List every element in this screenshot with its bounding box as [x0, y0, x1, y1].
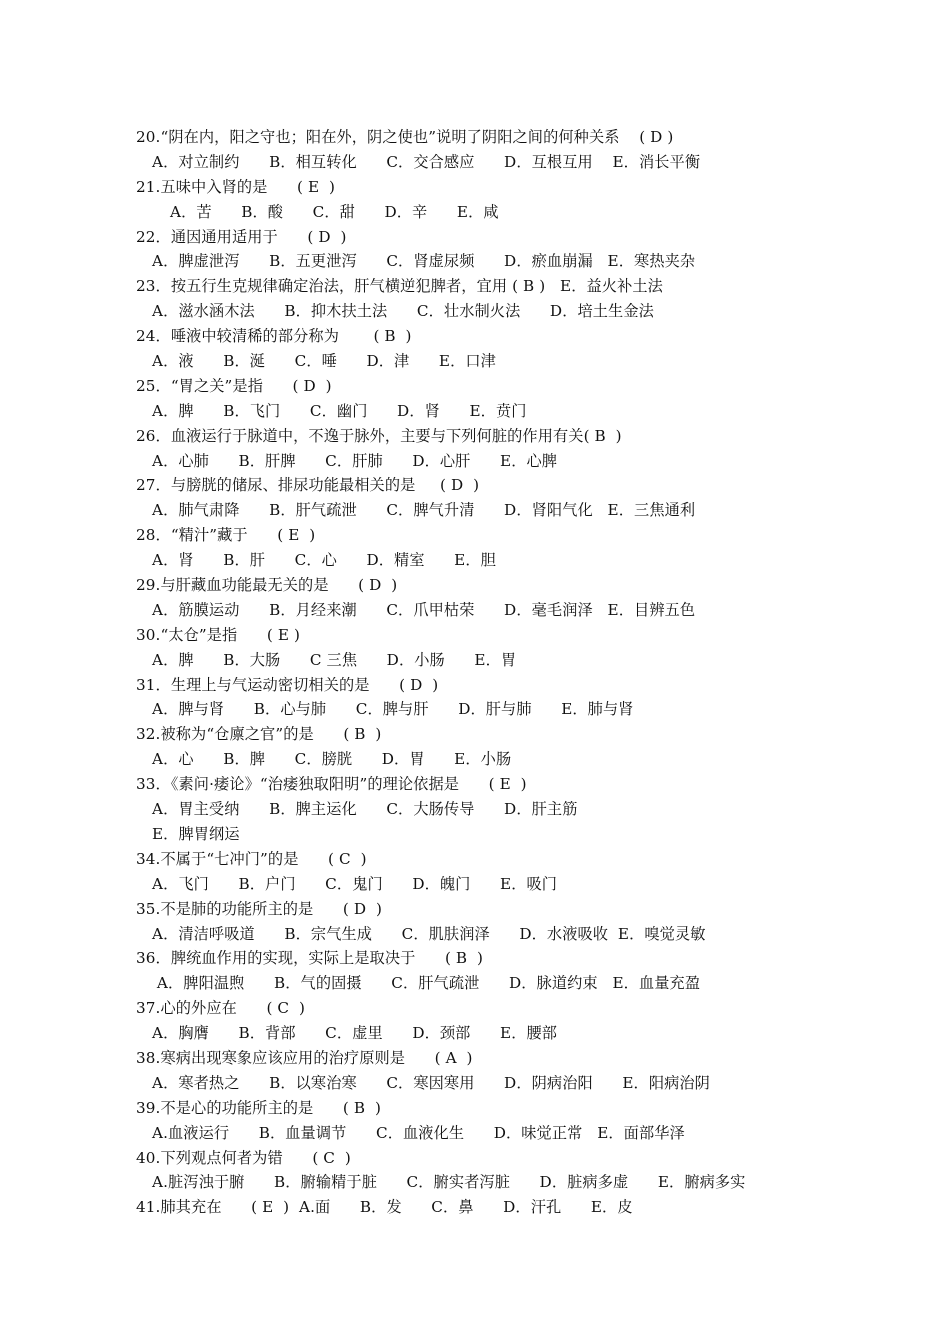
options-line: A．心 B．脾 C．膀胱 D．胃 E．小肠: [152, 750, 512, 769]
question-line: 39.不是心的功能所主的是 ( B ): [136, 1098, 381, 1117]
question-line: 41.肺其充在 ( E ) A.面 B．发 C．鼻 D．汗孔 E．皮: [136, 1198, 633, 1217]
options-line: A．脾虚泄泻 B．五更泄泻 C．肾虚尿频 D．瘀血崩漏 E．寒热夹杂: [152, 252, 696, 271]
question-line: 28．“精汁”藏于 ( E ): [136, 526, 316, 545]
question-line: 21.五味中入肾的是 ( E ): [136, 177, 336, 196]
question-line: 36．脾统血作用的实现，实际上是取决于 ( B ): [136, 949, 484, 968]
question-line: 31．生理上与气运动密切相关的是 ( D ): [136, 675, 439, 694]
question-line: 20.“阴在内，阳之守也；阳在外，阴之使也”说明了阴阳之间的何种关系 ( D ): [136, 128, 674, 146]
options-line: A．心肺 B．肝脾 C．肝肺 D．心肝 E．心脾: [152, 451, 558, 470]
question-line: 24．唾液中较清稀的部分称为 ( B ): [136, 327, 412, 346]
options-line: A．脾阳温煦 B．气的固摄 C．肝气疏泄 D．脉道约束 E．血量充盈: [152, 974, 701, 993]
options-line: A．脾 B．大肠 C 三焦 D．小肠 E．胃: [152, 650, 517, 669]
options-line: A．飞门 B．户门 C．鬼门 D．魄门 E．吸门: [152, 874, 558, 893]
options-line: A．苦 B．酸 C．甜 D．辛 E．咸: [170, 202, 499, 221]
question-line: 35.不是肺的功能所主的是 ( D ): [136, 899, 383, 918]
options-line: A．肾 B．肝 C．心 D．精室 E．胆: [152, 551, 496, 570]
question-line: 32.被称为“仓廪之官”的是 ( B ): [136, 725, 382, 744]
options-line: A．对立制约 B．相互转化 C．交合感应 D．互根互用 E．消长平衡: [152, 152, 701, 171]
options-line: E．脾胃纲运: [152, 824, 240, 843]
question-line: 34.不属于“七冲门”的是 ( C ): [136, 849, 367, 868]
options-line: A．胸膺 B．背部 C．虚里 D．颈部 E．腰部: [152, 1024, 558, 1043]
question-line: 26．血液运行于脉道中，不逸于脉外，主要与下列何脏的作用有关( B ): [136, 426, 622, 445]
options-line: A．液 B．涎 C．唾 D．津 E．口津: [152, 352, 496, 371]
options-line: A.脏泻浊于腑 B．腑输精于脏 C．腑实者泻脏 D．脏病多虚 E．腑病多实: [152, 1173, 746, 1192]
options-line: A．清洁呼吸道 B．宗气生成 C．肌肤润泽 D．水液吸收 E．嗅觉灵敏: [152, 924, 706, 943]
question-line: 27．与膀胱的储尿、排尿功能最相关的是 ( D ): [136, 476, 480, 495]
question-list: [136, 125, 836, 1220]
options-line: A．脾 B．飞门 C．幽门 D．肾 E．贲门: [152, 401, 527, 420]
question-line: 29.与肝藏血功能最无关的是 ( D ): [136, 576, 398, 595]
question-line: 30.“太仓”是指 ( E ): [136, 625, 300, 644]
question-line: 25．“胃之关”是指 ( D ): [136, 376, 332, 395]
question-line: 40.下列观点何者为错 ( C ): [136, 1148, 351, 1167]
options-line: A．肺气肃降 B．肝气疏泄 C．脾气升清 D．肾阳气化 E．三焦通利: [152, 501, 696, 520]
options-line: A．滋水涵木法 B．抑木扶土法 C．壮水制火法 D．培土生金法: [152, 302, 654, 321]
question-line: 23．按五行生克规律确定治法，肝气横逆犯脾者，宜用 ( B ) E．益火补土法: [136, 277, 663, 296]
question-line: 38.寒病出现寒象应该应用的治疗原则是 ( A ): [136, 1048, 473, 1067]
question-line: 37.心的外应在 ( C ): [136, 999, 306, 1018]
question-line: 22．通因通用适用于 ( D ): [136, 227, 347, 246]
question-line: 33．《素问·痿论》“治痿独取阳明”的理论依据是 ( E ): [136, 775, 527, 794]
options-line: A．寒者热之 B．以寒治寒 C．寒因寒用 D．阴病治阳 E．阳病治阴: [152, 1073, 710, 1092]
options-line: A．胃主受纳 B．脾主运化 C．大肠传导 D．肝主筋: [152, 800, 578, 819]
options-line: A．脾与肾 B．心与肺 C．脾与肝 D．肝与肺 E．肺与肾: [152, 700, 634, 719]
options-line: A．筋膜运动 B．月经来潮 C．爪甲枯荣 D．毫毛润泽 E．目辨五色: [152, 600, 696, 619]
options-line: A.血液运行 B．血量调节 C．血液化生 D．味觉正常 E．面部华泽: [152, 1123, 685, 1142]
